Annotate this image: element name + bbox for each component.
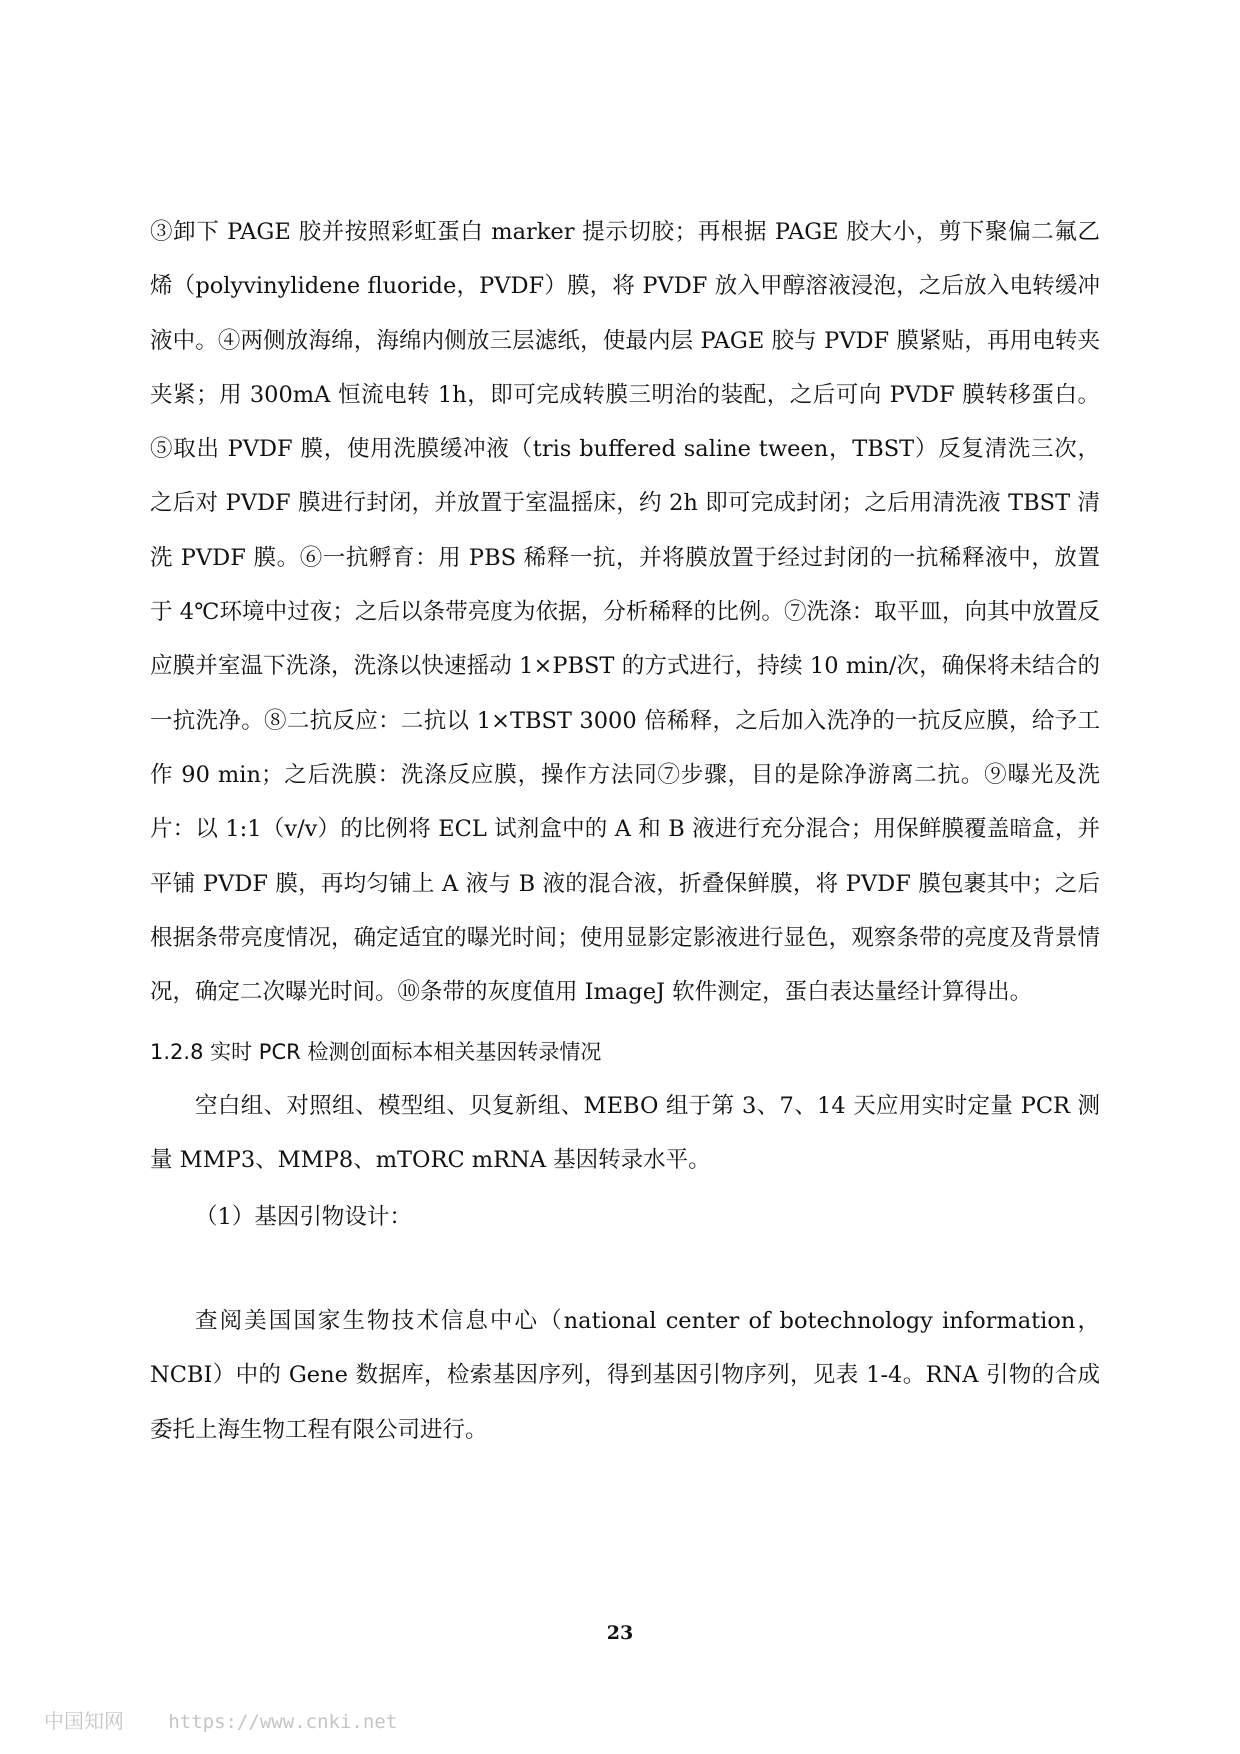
page-number: 23 [606,1622,634,1644]
body-paragraph-pcr-groups: 空白组、对照组、模型组、贝复新组、MEBO 组于第 3、7、14 天应用实时定量 PCR 测量 MMP3、MMP8、mTORC mRNA 基因转录水平。 [150,1093,1100,1174]
body-paragraph-primer-design-label: （1）基因引物设计： [195,1204,412,1230]
body-paragraph-ncbi-search: 查阅美国国家生物技术信息中心（national center of botechnology information，NCBI）中的 Gene 数据库，检索基因序列，得到基因引物序列，见表 1-4。RNA 引物的合成委托上海生物工程有限公司进行。 [150,1308,1100,1443]
section-heading-1-2-8: 1.2.8 实时 PCR 检测创面标本相关基因转录情况 [150,1040,602,1064]
watermark-url: https://www.cnki.net [168,1711,398,1733]
body-paragraph-western-blot-steps: ③卸下 PAGE 胶并按照彩虹蛋白 marker 提示切胶；再根据 PAGE 胶大小，剪下聚偏二氟乙烯（polyvinylidene fluoride，PVDF）膜，将 PVDF 放入甲醇溶液浸泡，之后放入电转缓冲液中。④两侧放海绵，海绵内侧放三层滤纸，使最内层 PAGE 胶与 PVDF 膜紧贴，再用电转夹夹紧；用 300mA 恒流电转 1h，即可完成转膜三明治的装配，之后可向 PVDF 膜转移蛋白。⑤取出 PVDF 膜，使用洗膜缓冲液（tris buffered saline tween，TBST）反复清洗三次，之后对 PVDF 膜进行封闭，并放置于室温摇床，约 2h 即可完成封闭；之后用清洗液 TBST 清洗 PVDF 膜。⑥一抗孵育：用 PBS 稀释一抗，并将膜放置于经过封闭的一抗稀释液中，放置于 4℃环境中过夜；之后以条带亮度为依据，分析稀释的比例。⑦洗涤：取平皿，向其中放置反应膜并室温下洗涤，洗涤以快速摇动 1×PBST 的方式进行，持续 10 min/次，确保将未结合的一抗洗净。⑧二抗反应：二抗以 1×TBST 3000 倍稀释，之后加入洗净的一抗反应膜，给予工作 90 min；之后洗膜：洗涤反应膜，操作方法同⑦步骤，目的是除净游离二抗。⑨曝光及洗片：以 1:1（v/v）的比例将 ECL 试剂盒中的 A 和 B 液进行充分混合；用保鲜膜覆盖暗盒，并平铺 PVDF 膜，再均匀铺上 A 液与 B 液的混合液，折叠保鲜膜，将 PVDF 膜包裹其中；之后根据条带亮度情况，确定适宜的曝光时间；使用显影定影液进行显色，观察条带的亮度及背景情况，确定二次曝光时间。⑩条带的灰度值用 ImageJ 软件测定，蛋白表达量经计算得出。 [150,219,1100,1006]
cnki-watermark [44,1705,397,1734]
watermark-brand: 中国知网 [44,1709,124,1733]
